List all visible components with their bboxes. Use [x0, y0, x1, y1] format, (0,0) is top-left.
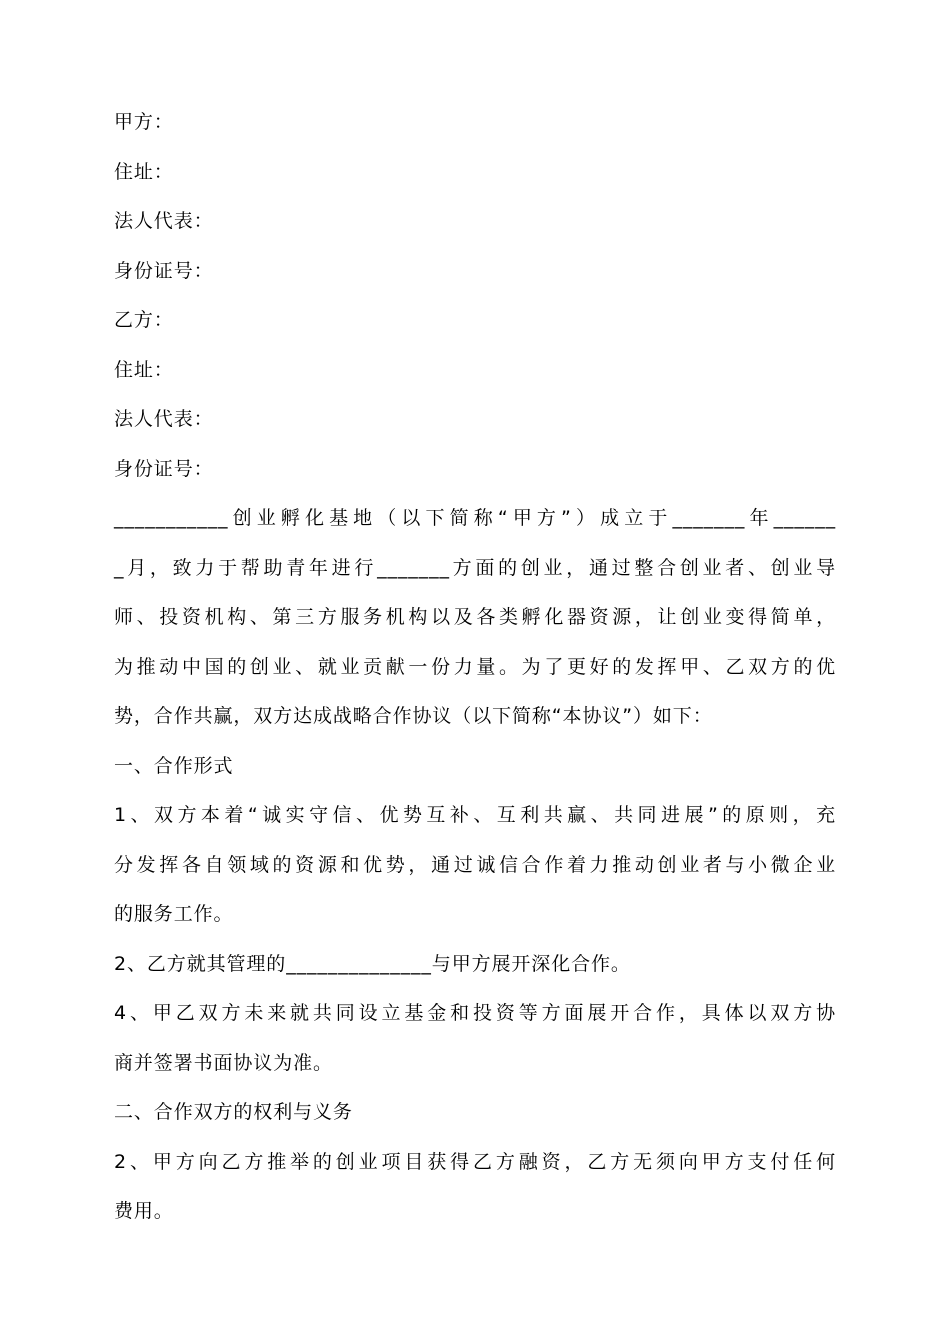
intro-paragraph-line: 势，合作共赢，双方达成战略合作协议（以下简称“本协议”）如下：	[114, 705, 713, 727]
intro-paragraph-line: ___________创业孵化基地（以下简称“甲方”）成立于_______年______	[114, 507, 836, 529]
section-2-item-2-line: 2、甲方向乙方推举的创业项目获得乙方融资，乙方无须向甲方支付任何	[114, 1150, 836, 1173]
party-a-id-label: 身份证号：	[114, 259, 214, 282]
party-a-name-label: 甲方：	[114, 111, 174, 133]
section-2-title: 二、合作双方的权利与义务	[114, 1101, 353, 1123]
section-1-item-4-line: 商并签署书面协议为准。	[114, 1051, 333, 1074]
party-b-id-label: 身份证号：	[114, 457, 214, 480]
party-a-address-label: 住址：	[114, 160, 174, 183]
section-1-title: 一、合作形式	[114, 754, 234, 777]
intro-paragraph-line: _月，致力于帮助青年进行_______方面的创业，通过整合创业者、创业导	[114, 556, 836, 579]
section-2-item-2-line: 费用。	[114, 1200, 174, 1222]
section-1-item-4-line: 4、甲乙双方未来就共同设立基金和投资等方面展开合作，具体以双方协	[114, 1002, 836, 1024]
intro-paragraph-line: 为推动中国的创业、就业贡献一份力量。为了更好的发挥甲、乙双方的优	[114, 655, 836, 678]
party-a-legal-rep-label: 法人代表：	[114, 210, 214, 232]
section-1-item-1-line: 的服务工作。	[114, 903, 234, 925]
intro-paragraph-line: 师、投资机构、第三方服务机构以及各类孵化器资源，让创业变得简单，	[114, 606, 836, 628]
party-b-legal-rep-label: 法人代表：	[114, 408, 214, 430]
section-1-item-1-line: 分发挥各自领域的资源和优势，通过诚信合作着力推动创业者与小微企业	[114, 853, 836, 876]
section-1-item-2: 2、乙方就其管理的______________与甲方展开深化合作。	[114, 952, 631, 975]
document-body	[114, 98, 836, 1237]
party-b-address-label: 住址：	[114, 358, 174, 381]
section-1-item-1-line: 1、双方本着“诚实守信、优势互补、互利共赢、共同进展”的原则，充	[114, 804, 836, 826]
party-b-name-label: 乙方：	[114, 309, 174, 331]
